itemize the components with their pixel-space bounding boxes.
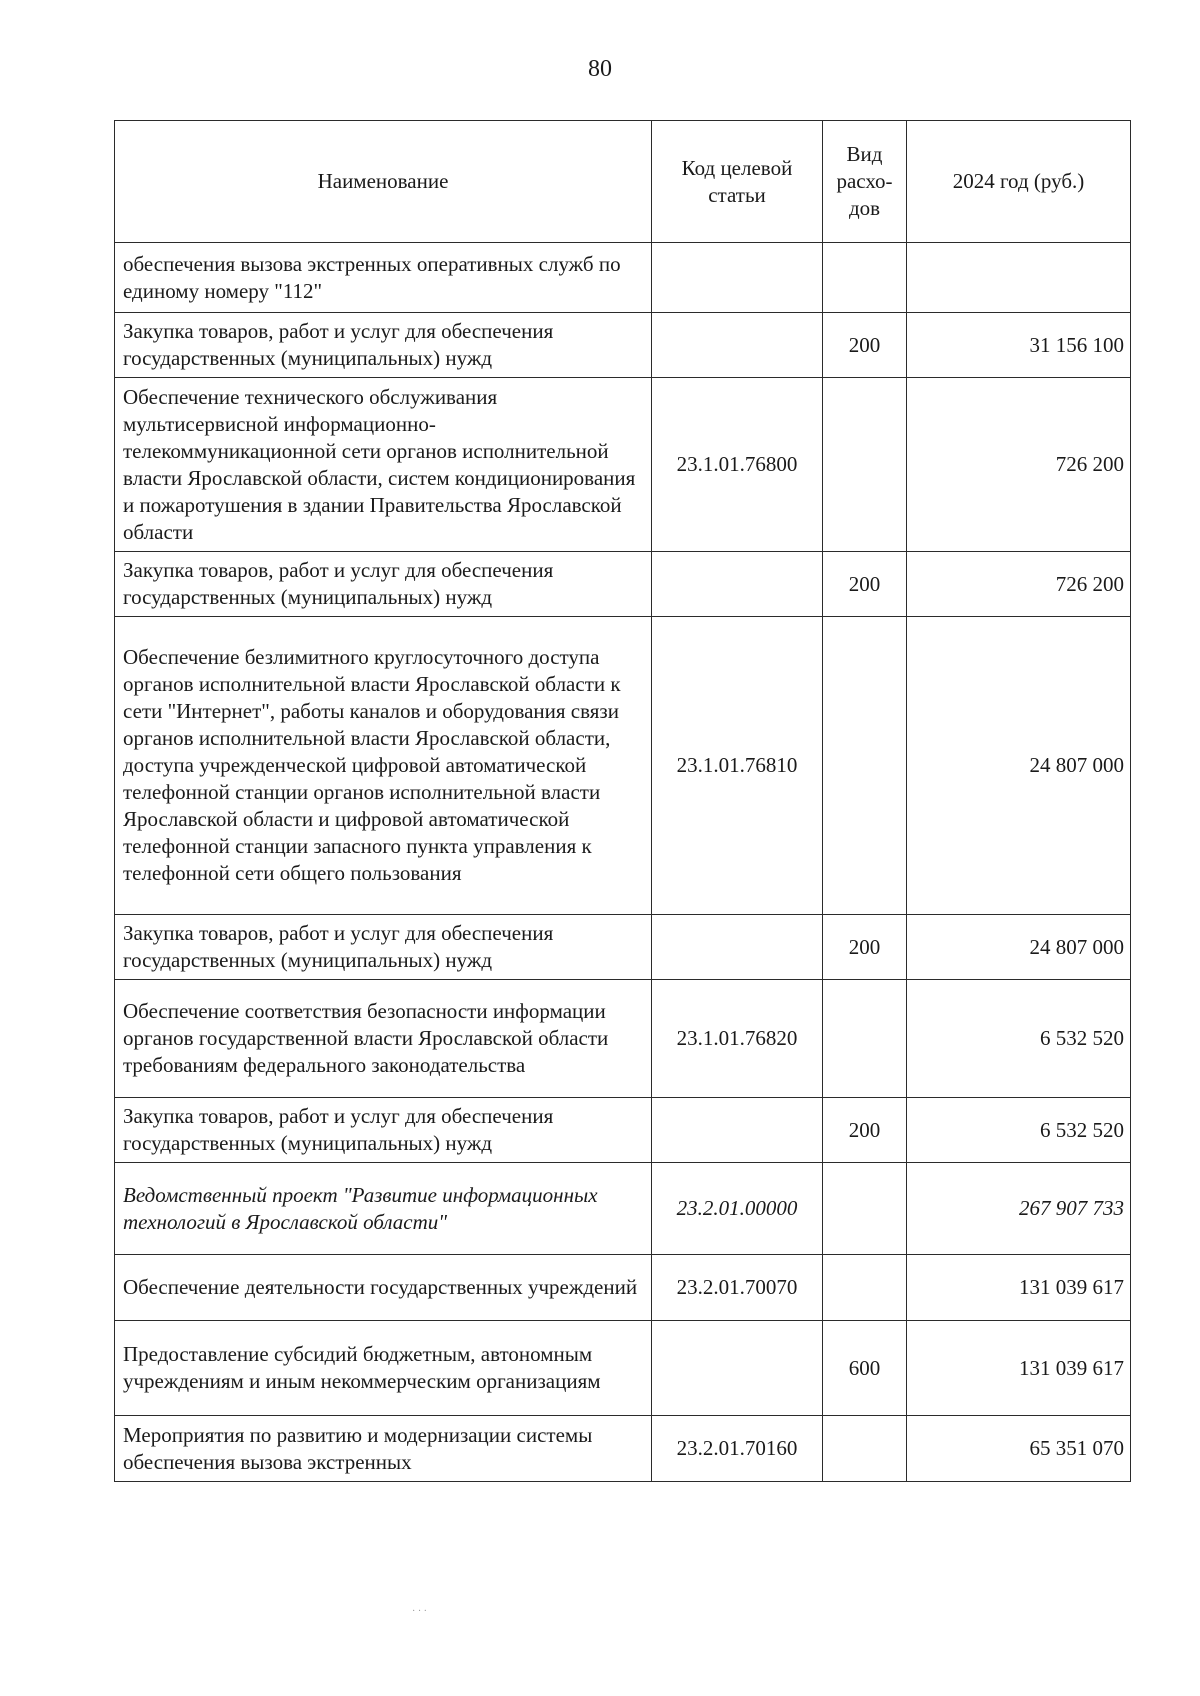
scan-artifact: · · · bbox=[412, 1606, 427, 1617]
table-row bbox=[115, 1416, 1131, 1482]
table-row bbox=[115, 1255, 1131, 1321]
row-code-cell: 23.2.01.00000 bbox=[652, 1163, 823, 1255]
row-code-cell: 23.2.01.70070 bbox=[652, 1255, 823, 1321]
row-code-cell bbox=[652, 1321, 823, 1416]
row-amount-cell: 24 807 000 bbox=[907, 915, 1131, 980]
row-name-cell: Обеспечение безлимитного круглосуточного доступа органов исполнительной власти Ярославской области к сети "Интернет", работы каналов и оборудования связи органов исполнительной власти Ярославской области, доступа учрежденческой цифровой автоматической телефонной станции органов исполнительной власти Ярославской области и цифровой автоматической телефонной станции запасного пункта управления к телефонной сети общего пользования bbox=[115, 617, 652, 915]
row-amount-cell: 131 039 617 bbox=[907, 1321, 1131, 1416]
table-body bbox=[115, 243, 1131, 1482]
table-row bbox=[115, 378, 1131, 552]
row-code-cell bbox=[652, 552, 823, 617]
row-name-cell: Предоставление субсидий бюджетным, автономным учреждениям и иным некоммерческим организациям bbox=[115, 1321, 652, 1416]
table-row bbox=[115, 1163, 1131, 1255]
table-row bbox=[115, 552, 1131, 617]
row-code-cell bbox=[652, 313, 823, 378]
row-name-cell: обеспечения вызова экстренных оперативных служб по единому номеру "112" bbox=[115, 243, 652, 313]
row-amount-cell: 65 351 070 bbox=[907, 1416, 1131, 1482]
row-kind-cell bbox=[823, 1255, 907, 1321]
budget-table bbox=[114, 120, 1131, 1482]
row-code-cell bbox=[652, 915, 823, 980]
row-kind-cell bbox=[823, 378, 907, 552]
header-amount: 2024 год (руб.) bbox=[907, 121, 1131, 243]
table-row bbox=[115, 243, 1131, 313]
row-name-cell: Закупка товаров, работ и услуг для обеспечения государственных (муниципальных) нужд bbox=[115, 1098, 652, 1163]
row-code-cell: 23.2.01.70160 bbox=[652, 1416, 823, 1482]
row-kind-cell bbox=[823, 243, 907, 313]
header-name: Наименование bbox=[115, 121, 652, 243]
row-name-cell: Закупка товаров, работ и услуг для обеспечения государственных (муниципальных) нужд bbox=[115, 552, 652, 617]
row-kind-cell: 200 bbox=[823, 915, 907, 980]
row-kind-cell: 200 bbox=[823, 1098, 907, 1163]
row-kind-cell bbox=[823, 1163, 907, 1255]
row-code-cell: 23.1.01.76800 bbox=[652, 378, 823, 552]
row-name-cell: Закупка товаров, работ и услуг для обеспечения государственных (муниципальных) нужд bbox=[115, 313, 652, 378]
row-name-cell: Обеспечение соответствия безопасности информации органов государственной власти Ярославской области требованиям федерального законодательства bbox=[115, 980, 652, 1098]
row-amount-cell: 6 532 520 bbox=[907, 1098, 1131, 1163]
row-code-cell bbox=[652, 243, 823, 313]
row-kind-cell bbox=[823, 617, 907, 915]
row-kind-cell: 200 bbox=[823, 552, 907, 617]
table-row bbox=[115, 1098, 1131, 1163]
page-number: 80 bbox=[588, 56, 612, 82]
row-kind-cell bbox=[823, 1416, 907, 1482]
row-code-cell bbox=[652, 1098, 823, 1163]
row-name-cell: Обеспечение деятельности государственных учреждений bbox=[115, 1255, 652, 1321]
table-header-row bbox=[115, 121, 1131, 243]
row-kind-cell bbox=[823, 980, 907, 1098]
header-kind: Вид расхо-дов bbox=[823, 121, 907, 243]
row-code-cell: 23.1.01.76810 bbox=[652, 617, 823, 915]
row-amount-cell: 726 200 bbox=[907, 552, 1131, 617]
table-row bbox=[115, 1321, 1131, 1416]
row-name-cell: Обеспечение технического обслуживания мультисервисной информационно-телекоммуникационной сети органов исполнительной власти Ярославской области, систем кондиционирования и пожаротушения в здании Правительства Ярославской области bbox=[115, 378, 652, 552]
row-name-cell: Ведомственный проект "Развитие информационных технологий в Ярославской области" bbox=[115, 1163, 652, 1255]
table-row bbox=[115, 980, 1131, 1098]
row-amount-cell bbox=[907, 243, 1131, 313]
row-code-cell: 23.1.01.76820 bbox=[652, 980, 823, 1098]
row-kind-cell: 600 bbox=[823, 1321, 907, 1416]
table-row bbox=[115, 617, 1131, 915]
row-kind-cell: 200 bbox=[823, 313, 907, 378]
row-amount-cell: 6 532 520 bbox=[907, 980, 1131, 1098]
header-code: Код целевой статьи bbox=[652, 121, 823, 243]
row-amount-cell: 267 907 733 bbox=[907, 1163, 1131, 1255]
row-amount-cell: 24 807 000 bbox=[907, 617, 1131, 915]
row-name-cell: Закупка товаров, работ и услуг для обеспечения государственных (муниципальных) нужд bbox=[115, 915, 652, 980]
row-amount-cell: 131 039 617 bbox=[907, 1255, 1131, 1321]
table-row bbox=[115, 313, 1131, 378]
row-name-cell: Мероприятия по развитию и модернизации системы обеспечения вызова экстренных bbox=[115, 1416, 652, 1482]
row-amount-cell: 726 200 bbox=[907, 378, 1131, 552]
row-amount-cell: 31 156 100 bbox=[907, 313, 1131, 378]
table-row bbox=[115, 915, 1131, 980]
